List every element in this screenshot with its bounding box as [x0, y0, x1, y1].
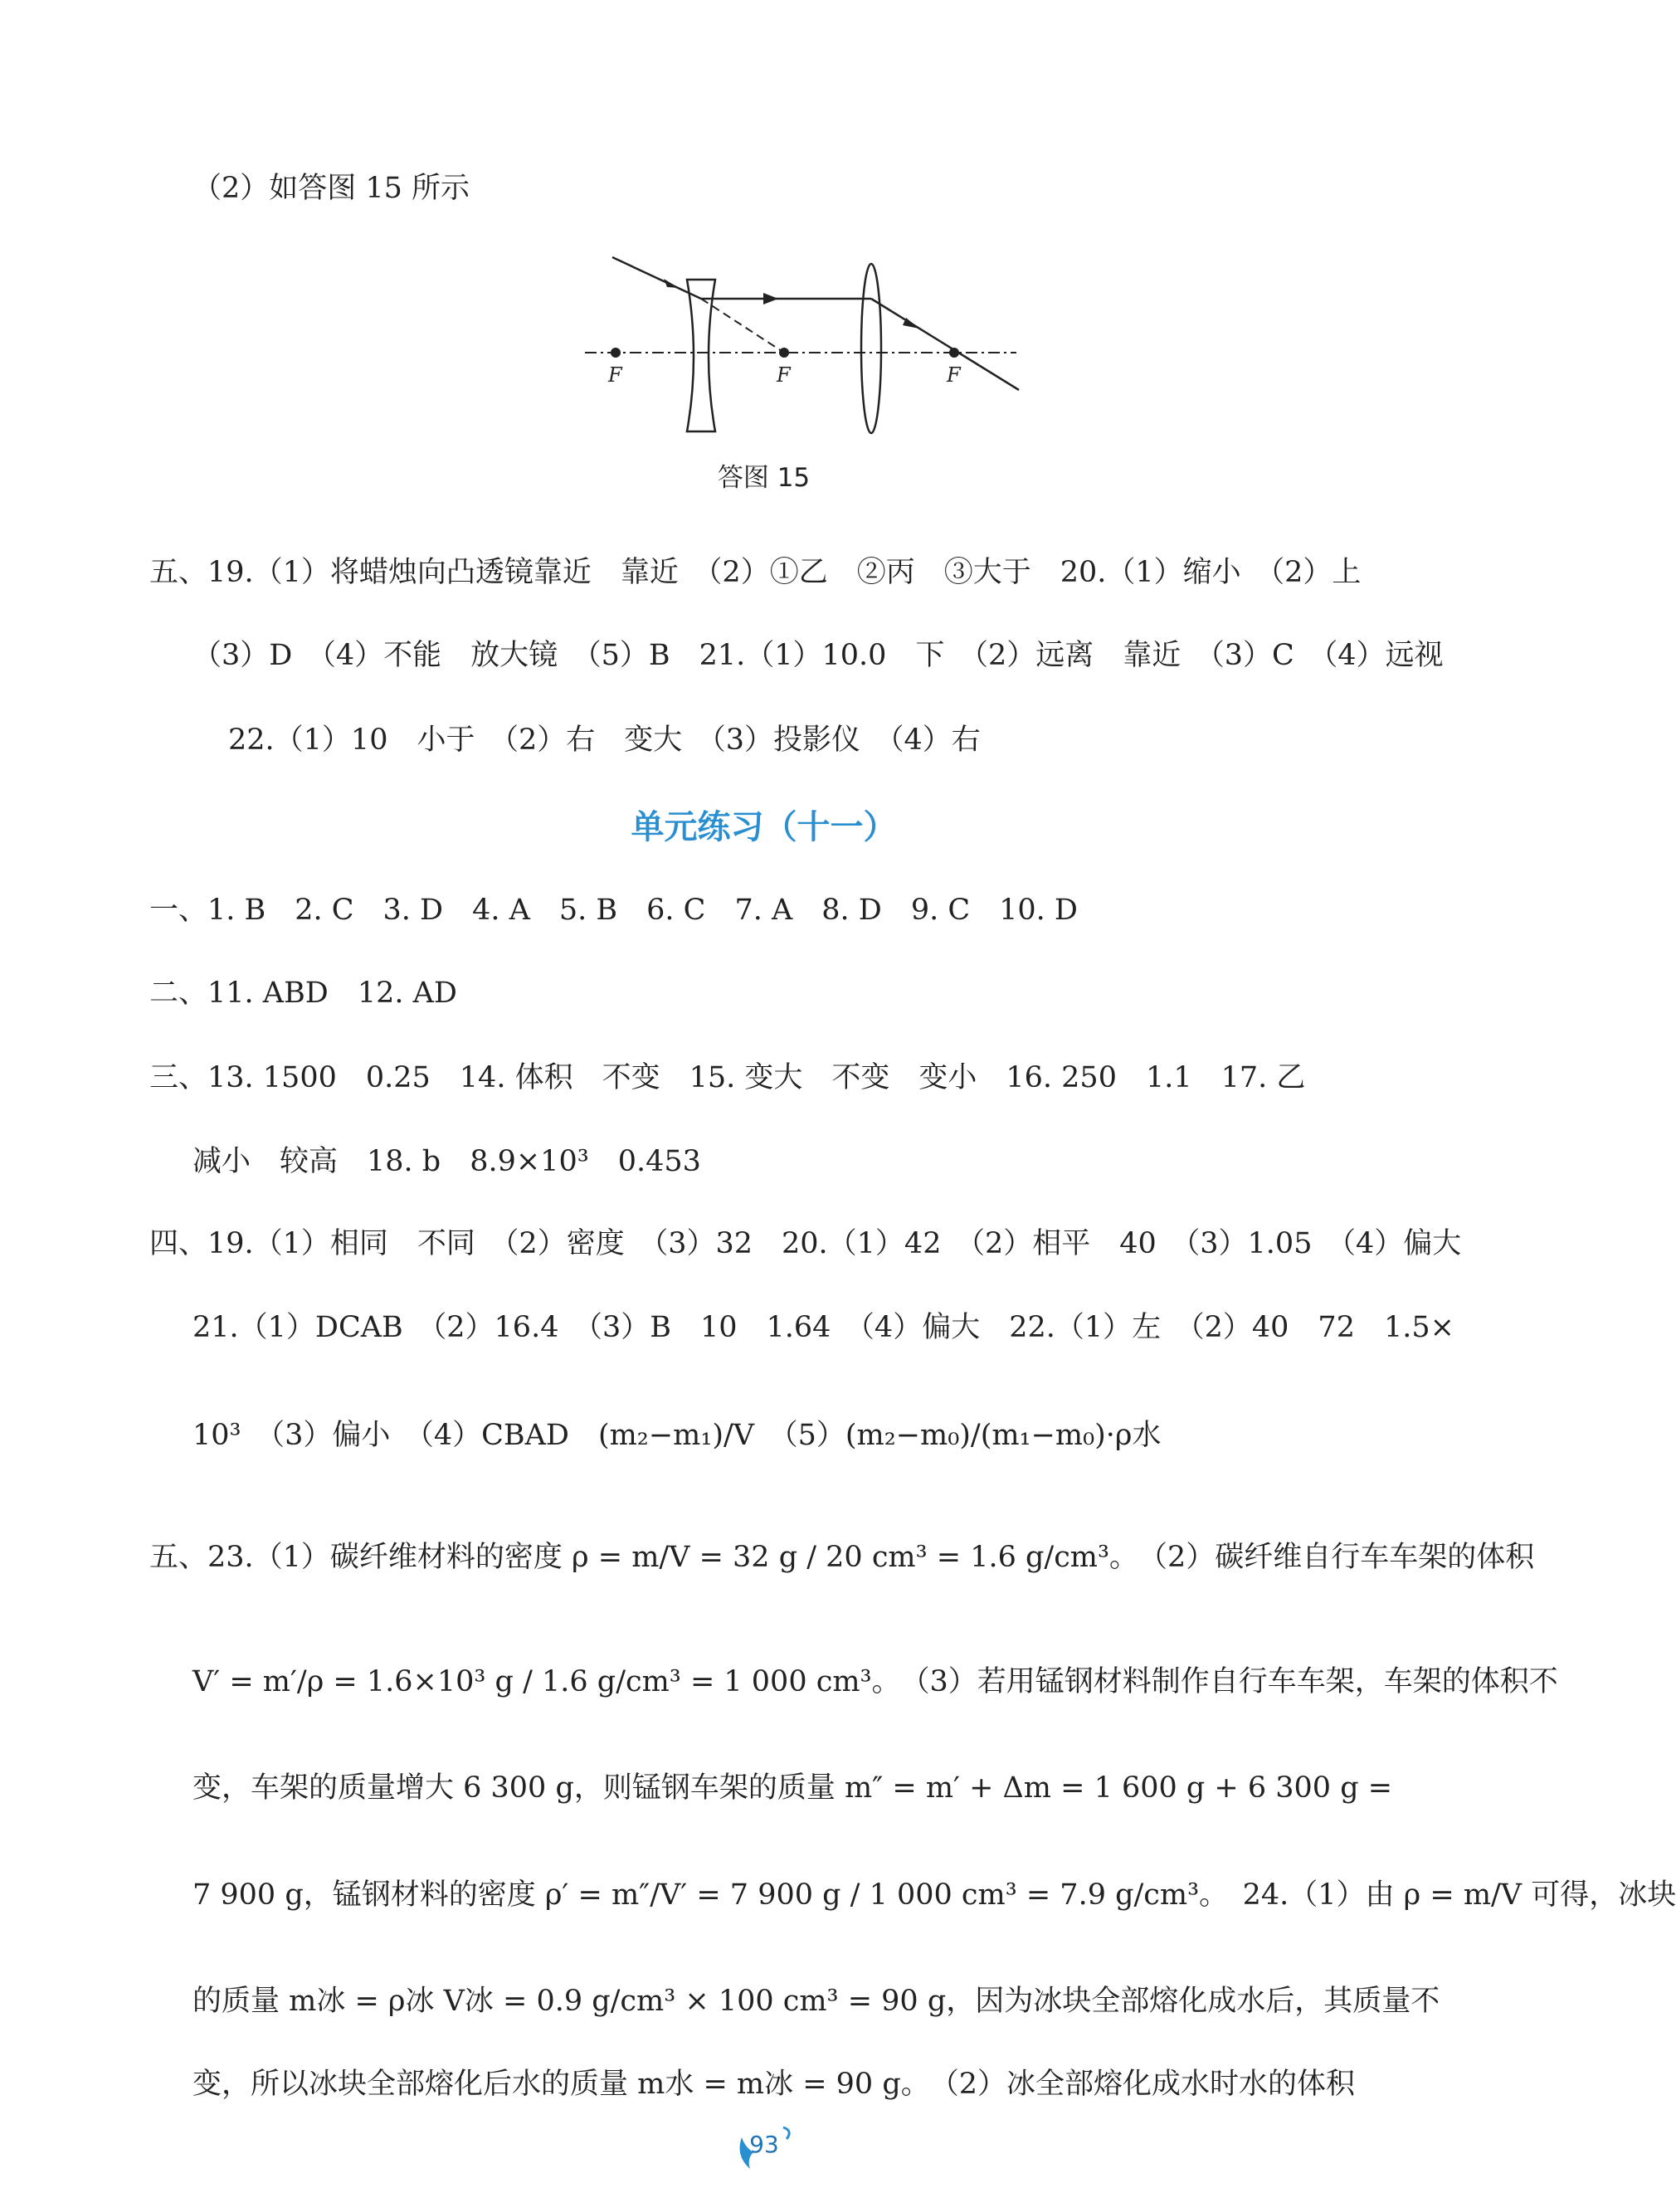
refracted-ray: [871, 299, 1019, 390]
answer-line-16: 的质量 m冰 = ρ冰 V冰 = 0.9 g/cm³ × 100 cm³ = 90 g，因为冰块全部熔化成水后，其质量不: [192, 1985, 1440, 2018]
answer-line-11: 10³ （3）偏小 （4）CBAD (m₂−m₁)/V （5）(m₂−m₀)/(m₁−m₀)·ρ水: [192, 1419, 1162, 1452]
focal-label-2: F: [777, 363, 791, 387]
ray-arrow-2: [763, 293, 778, 305]
answer-line-7: 三、13. 1500 0.25 14. 体积 不变 15. 变大 不变 变小 16. 250 1.1 17. 乙: [149, 1061, 1306, 1094]
figure-caption: 答图 15: [717, 463, 811, 493]
page-number-text: 93: [749, 2131, 779, 2158]
ray-extension-dashed: [701, 299, 784, 353]
ray-arrow-1: [664, 279, 679, 288]
concave-lens: [687, 280, 715, 431]
answer-line-8: 减小 较高 18. b 8.9×10³ 0.453: [192, 1145, 701, 1178]
lens-ray-diagram: [0, 0, 1527, 465]
answer-line-10: 21.（1）DCAB （2）16.4 （3）B 10 1.64 （4）偏大 22.（1）左 （2）40 72 1.5×: [192, 1311, 1454, 1344]
answer-line-6: 二、11. ABD 12. AD: [149, 977, 457, 1010]
section-heading: 单元练习（十一）: [631, 808, 897, 846]
answer-line-5: 一、1. B 2. C 3. D 4. A 5. B 6. C 7. A 8. D 9. C 10. D: [149, 894, 1078, 927]
answer-line-12: 五、23.（1）碳纤维材料的密度 ρ = m/V = 32 g / 20 cm³ = 1.6 g/cm³。 （2）碳纤维自行车车架的体积: [149, 1541, 1535, 1574]
convex-lens: [861, 264, 881, 433]
answer-line-15: 7 900 g，锰钢材料的密度 ρ′ = m″/V′ = 7 900 g / 1 000 cm³ = 7.9 g/cm³。 24.（1）由 ρ = m/V 可得，冰块: [192, 1878, 1676, 1912]
answer-line-13: V′ = m′/ρ = 1.6×10³ g / 1.6 g/cm³ = 1 000 cm³。 （3）若用锰钢材料制作自行车车架，车架的体积不: [192, 1665, 1558, 1698]
focal-label-1: F: [608, 363, 622, 387]
answer-line-2: 五、19.（1）将蜡烛向凸透镜靠近 靠近 （2）①乙 ②丙 ③大于 20.（1）缩小 （2）上: [149, 556, 1362, 589]
focal-label-3: F: [947, 363, 961, 387]
focal-point-1: [611, 348, 621, 358]
answer-line-17: 变，所以冰块全部熔化后水的质量 m水 = m冰 = 90 g。 （2）冰全部熔化成水时水的体积: [192, 2068, 1355, 2101]
answer-line-3: （3）D （4）不能 放大镜 （5）B 21.（1）10.0 下 （2）远离 靠近 （3）C （4）远视: [192, 639, 1444, 672]
answer-line-4: 22.（1）10 小于 （2）右 变大 （3）投影仪 （4）右: [228, 724, 981, 757]
incident-ray: [612, 257, 701, 299]
answer-line-9: 四、19.（1）相同 不同 （2）密度 （3）32 20.（1）42 （2）相平 40 （3）1.05 （4）偏大: [149, 1227, 1462, 1260]
page-number: [735, 2122, 793, 2172]
answer-line-14: 变，车架的质量增大 6 300 g，则锰钢车架的质量 m″ = m′ + Δm = 1 600 g + 6 300 g =: [192, 1771, 1393, 1805]
answer-line-1: （2）如答图 15 所示: [192, 172, 470, 205]
